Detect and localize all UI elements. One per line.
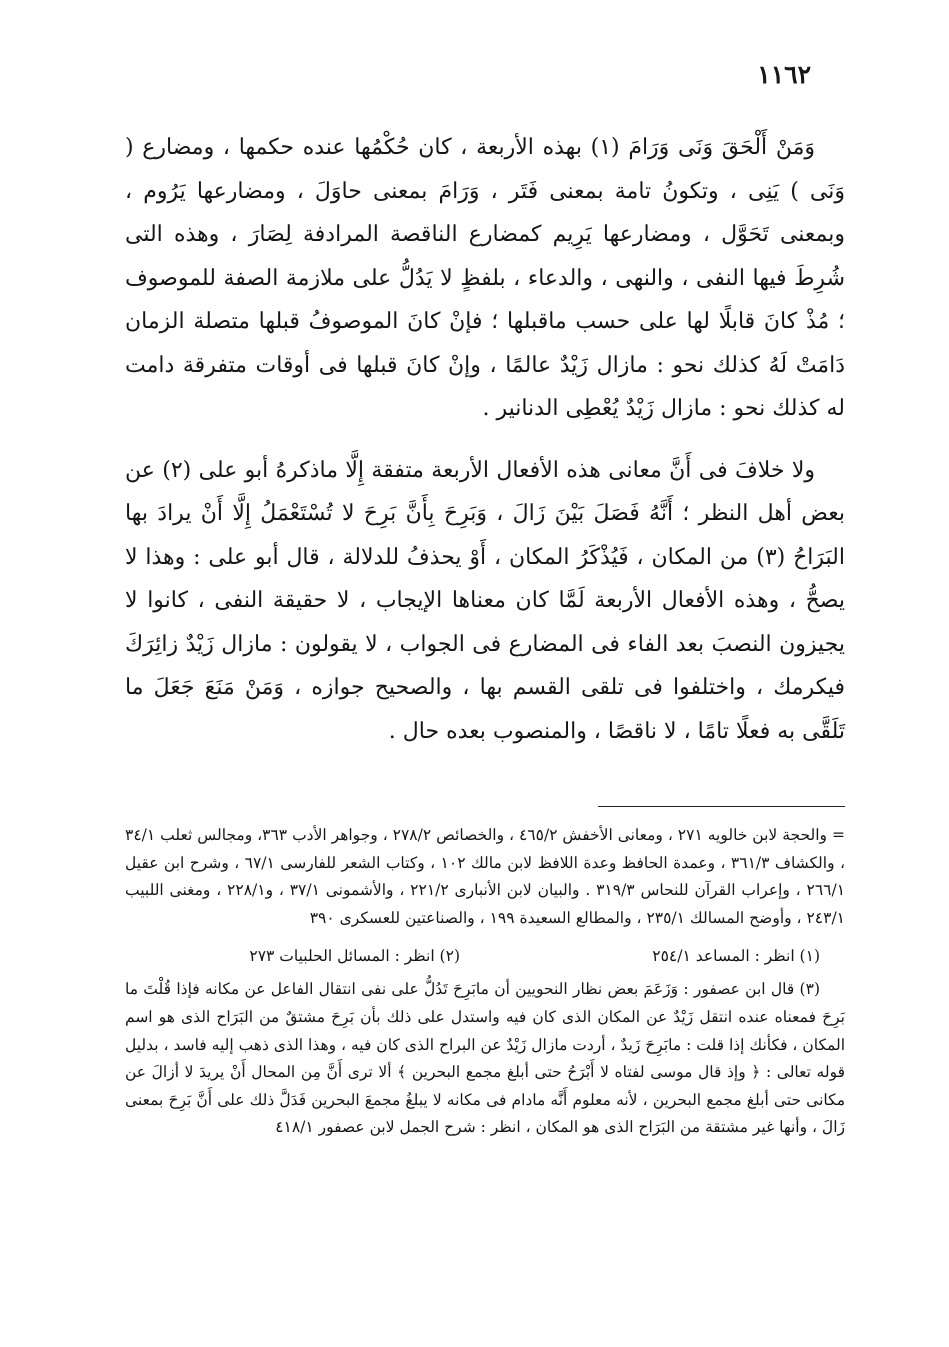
- footnote-continuation: = والحجة لابن خالويه ٢٧١ ، ومعانى الأخفش ٤٦٥/٢ ، والخصائص ٢٧٨/٢ ، وجواهر الأدب ٣٦٣، ومجالس ثعلب ٣٤/١ ، والكشاف ٣٦١/٣ ، وعمدة الحافظ وعدة اللافظ لابن مالك ١٠٢ ، وكتاب الشعر للفارسى ٦٧/١ ، وشرح ابن عقيل ٢٦٦/١ ، وإعراب القرآن للنحاس ٣١٩/٣ . والبيان لابن الأنبارى ٢٢١/٢ ، والأشمونى ٣٧/١ ، و٢٢٨/١ ، ومغنى اللبيب ٢٤٣/١ ، وأوضح المسالك ٢٣٥/١ ، والمطالع السعيدة ١٩٩ ، والصناعتين للعسكرى ٣٩٠: [125, 826, 846, 927]
- footnote-2: (٢) انظر : المسائل الحلبيات ٢٧٣: [249, 947, 460, 966]
- main-text: [125, 126, 845, 753]
- footnote-separator: [598, 806, 845, 807]
- paragraph-1: وَمَنْ أَلْحَقَ وَنَى وَرَامَ (١) بهذه الأربعة ، كان حُكْمُها عنده حكمها ، ومضارع ( وَنَى ) يَنِى ، وتكونُ تامة بمعنى فَتَر ، وَرَامَ بمعنى حاوَلَ ، ومضارعها يَرُوم ، وبمعنى تَحَوَّل ، ومضارعها يَرِيم كمضارع الناقصة المرادفة لِصَارَ ، وهذه التى شُرِطَ فيها النفى ، والنهى ، والدعاء ، بلفظٍ لا يَدُلُّ على ملازمة الصفة للموصوف ؛ مُذْ كانَ قابلًا لها على حسب ماقبلها ؛ فإنْ كانَ الموصوفُ قبلها متصلة الزمان دَامَتْ لَهُ كذلك نحو : مازال زَيْدٌ عالمًا ، وإنْ كانَ قبلها فى أوقات متفرقة دامت له كذلك نحو : مازال زَيْدٌ يُعْطِى الدنانير .: [125, 135, 845, 421]
- paragraph-2: ولا خلافَ فى أَنَّ معانى هذه الأفعال الأربعة متفقة إِلَّا ماذكرهُ أبو على (٢) عن بعض أهل النظر ؛ أَنَّهُ فَصَلَ بَيْنَ زَالَ ، وَبَرِحَ بِأَنَّ بَرِحَ لا تُسْتَعْمَلُ إِلَّا أَنْ يرادَ بها البَرَاحُ (٣) من المكان ، فَيُذْكَرُ المكان ، أَوْ يحذفُ للدلالة ، قال أبو على : وهذا لا يصحُّ ، وهذه الأفعال الأربعة لَمَّا كان معناها الإيجاب ، لا حقيقة النفى ، كانوا لا يجيزون النصبَ بعد الفاء فى المضارع فى الجواب ، لا يقولون : مازال زَيْدٌ زائِرَكَ فيكرمك ، واختلفوا فى تلقى القسم بها ، والصحيح جوازه ، وَمَنْ مَنَعَ جَعَلَ ما تَلَقَّى به فعلًا تامًا ، لا ناقصًا ، والمنصوب بعده حال .: [125, 457, 845, 744]
- footnote-1: (١) انظر : المساعد ٢٥٤/١: [652, 947, 820, 966]
- footnote-row: [125, 942, 845, 970]
- page-number: ١١٦٢: [757, 60, 811, 89]
- footnotes: [125, 822, 845, 1142]
- footnote-3: (٣) قال ابن عصفور : وَزَعَمَ بعض نظار النحويين أن مابَرِحَ تَدُلُّ على نفى انتقال الفاعل عن مكانه فإذا قُلْتَ ما بَرِحَ فمعناه عنده انتقل زَيْدٌ عن المكان الذى كان فيه واستدل على ذلك بأن بَرِحَ مشتقٌ من البَرَاح الذى هو اسم المكان ، فكأنك إذا قلت : مابَرِحَ زَيدٌ ، أردت مازال زَيْدٌ عن البراح الذى كان فيه ، وهذا الذى ذهب إليه فاسد ، بدليل قوله تعالى : ﴿ وإذ قال موسى لفتاه لا أَبْرَحُ حتى أبلغ مجمع البحرين ﴾ ألا ترى أَنَّ مِن المحال أَنْ يريدَ لا أزالَ عن مكانى حتى أبلغ مجمع البحرين ، لأنه معلوم أَنَّه مادام فى مكانه لا يبلغُ مجمعَ البحرين فَدَلَّ ذلك على أَنَّ بَرِحَ بمعنى زَالَ ، وأنها غير مشتقة من البَرَاح الذى هو المكان ، انظر : شرح الجمل لابن عصفور ٤١٨/١: [125, 980, 845, 1137]
